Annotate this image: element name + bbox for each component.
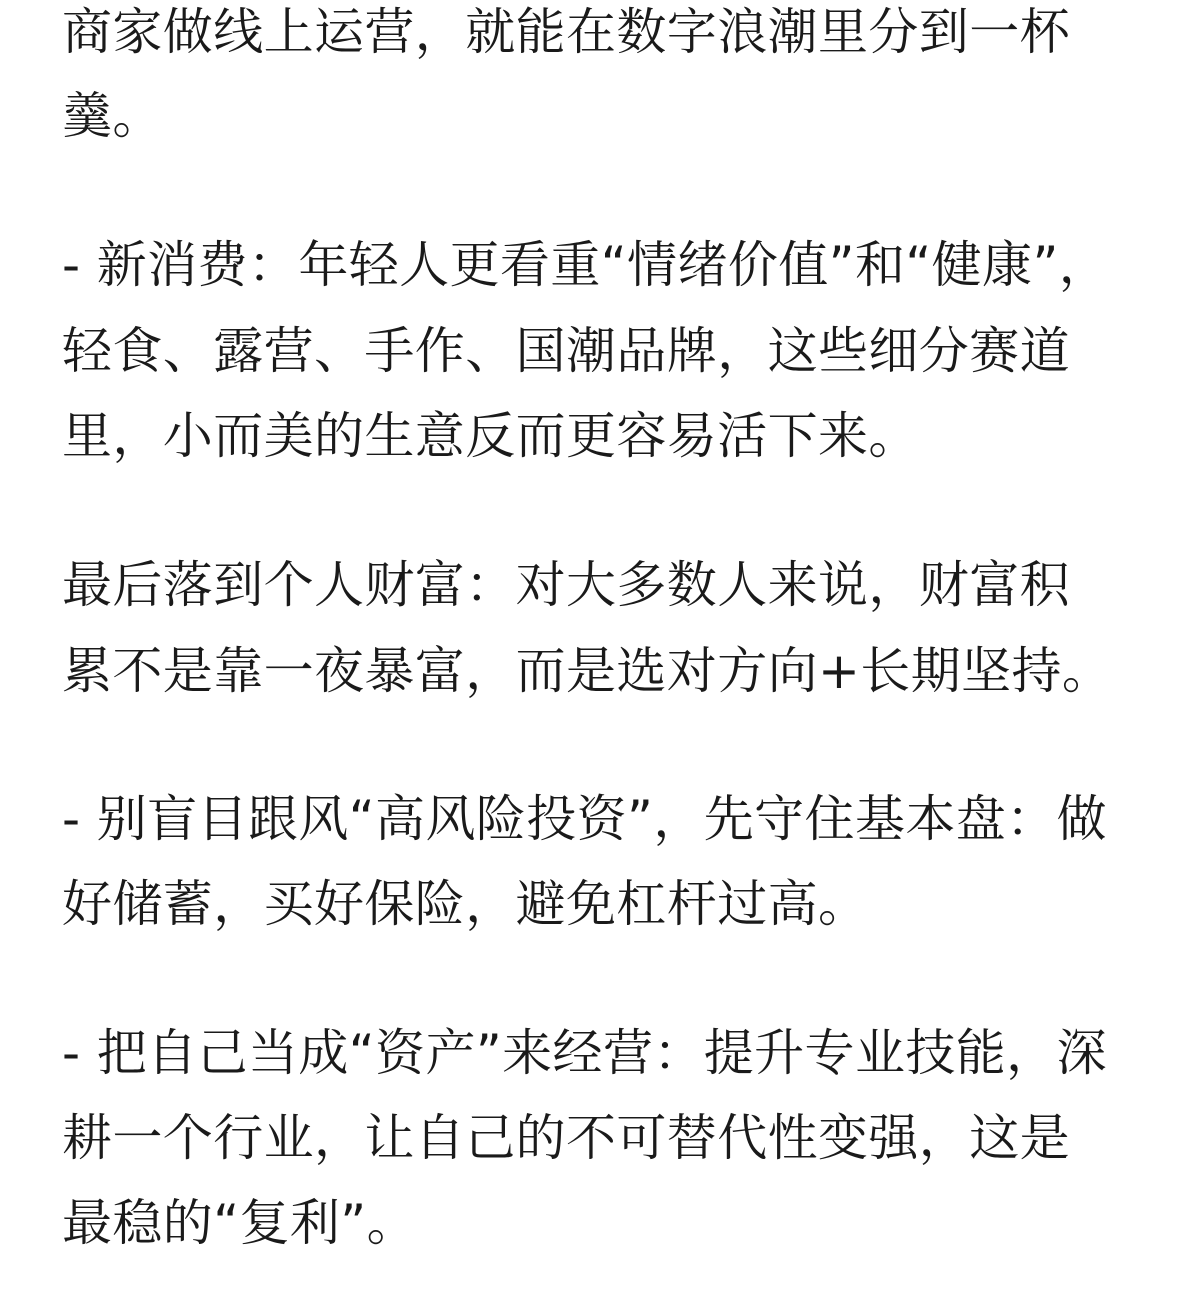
paragraph-2-line-1: - 新消费：年轻人更看重“情绪价值”和“健康”， (62, 236, 1110, 294)
paragraph-3-line-2: 累不是靠一夜暴富，而是选对方向+长期坚持。 (62, 642, 1113, 700)
paragraph-4-line-2: 好储蓄，买好保险，避免杠杆过高。 (62, 875, 869, 933)
paragraph-3-line-1: 最后落到个人财富：对大多数人来说，财富积 (62, 556, 1070, 614)
paragraph-5-line-3: 最稳的“复利”。 (62, 1194, 418, 1252)
paragraph-2-line-3: 里，小而美的生意反而更容易活下来。 (62, 407, 919, 465)
paragraph-5-line-2: 耕一个行业，让自己的不可替代性变强，这是 (62, 1109, 1070, 1167)
paragraph-4-line-1: - 别盲目跟风“高风险投资”，先守住基本盘：做 (62, 790, 1107, 848)
paragraph-5-line-1: - 把自己当成“资产”来经营：提升专业技能，深 (62, 1024, 1107, 1082)
paragraph-1-line-2: 羹。 (62, 87, 163, 145)
paragraph-2-line-2: 轻食、露营、手作、国潮品牌，这些细分赛道 (62, 322, 1070, 380)
paragraph-1-line-1: 商家做线上运营，就能在数字浪潮里分到一杯 (62, 3, 1070, 61)
